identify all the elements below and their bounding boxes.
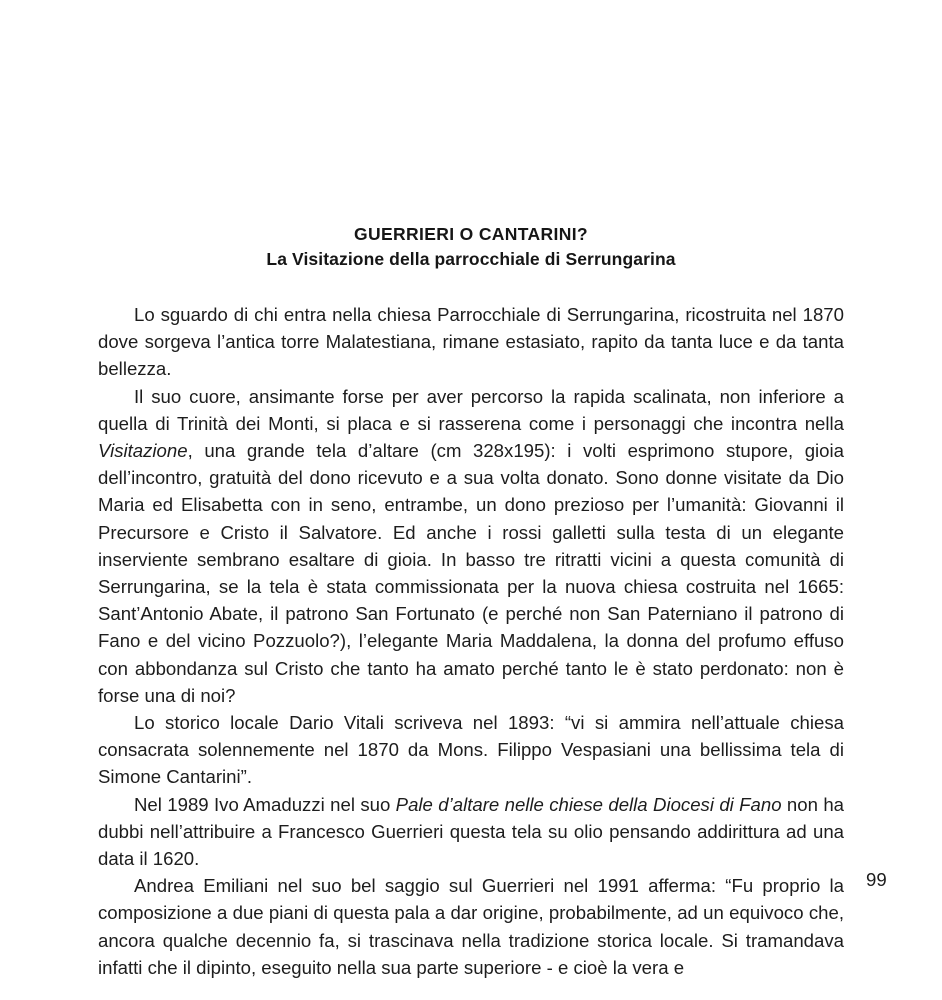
text-run: Il suo cuore, ansimante forse per aver percorso la rapida scalinata, non inferiore a quella di Trinità dei Monti, si placa e si rasserena come i personaggi che incontra nella xyxy=(98,385,844,434)
page-title-line-1: GUERRIERI O CANTARINI? xyxy=(354,224,588,244)
text-run: Lo sguardo di chi entra nella chiesa Parrocchiale di Serrungarina, ricostruita nel 1870 dove sorgeva l’antica torre Malatestiana, rimane estasiato, rapito da tanta luce e da tanta bellezza. xyxy=(98,304,844,380)
paragraph xyxy=(98,791,844,873)
text-run: Nel 1989 Ivo Amaduzzi nel suo xyxy=(134,793,396,815)
page-title xyxy=(98,222,844,272)
paragraph xyxy=(98,872,844,981)
text-run: Andrea Emiliani nel suo bel saggio sul Guerrieri nel 1991 afferma: “Fu proprio la composizione a due piani di questa pala a dar origine, probabilmente, ad un equivoco che, ancora qualche decennio fa, si trascinava nella tradizione storica locale. Si tramandava infatti che il dipinto, eseguito nella sua parte superiore - e cioè la vera e xyxy=(98,875,844,978)
text-run: Lo storico locale Dario Vitali scriveva nel 1893: “vi si ammira nell’attuale chiesa consacrata solennemente nel 1870 da Mons. Filippo Vespasiani una bellissima tela di Simone Cantarini”. xyxy=(98,712,844,788)
italic-title-run: Visitazione xyxy=(98,440,188,462)
paragraph xyxy=(98,301,844,383)
paragraph xyxy=(98,709,844,791)
italic-title-run: Pale d’altare nelle chiese della Diocesi di Fano xyxy=(395,793,782,815)
text-run: non ha dubbi nell’attribuire a Francesco Guerrieri questa tela su olio pensando addirittura ad una data il 1620. xyxy=(98,793,844,870)
text-run: , una grande tela d’altare (cm 328x195): i volti esprimono stupore, gioia dell’incontro, gratuità del dono ricevuto e a sua volta donato. Sono donne visitate da Dio Maria ed Elisabetta con in seno, entrambe, un dono prezioso per l’umanità: Giovanni il Precursore e Cristo il Salvatore. Ed anche i rossi galletti sulla testa di un elegante inserviente sembrano esaltare di gioia. In basso tre ritratti vicini a questa comunità di Serrungarina, se la tela è stata commissionata per la nuova chiesa costruita nel 1665: Sant’Antonio Abate, il patrono San Fortunato (e perché non San Paterniano il patrono di Fano e del vicino Pozzuolo?), l’elegante Maria Maddalena, la donna del profumo effuso con abbondanza sul Cristo che tanto ha amato perché tanto le è stato perdonato: non è forse una di noi? xyxy=(98,440,844,706)
page-number: 99 xyxy=(866,869,887,890)
page-content xyxy=(98,222,844,981)
article-body xyxy=(98,301,844,981)
page-title-line-2: La Visitazione della parrocchiale di Serrungarina xyxy=(266,249,676,269)
paragraph xyxy=(98,383,844,709)
